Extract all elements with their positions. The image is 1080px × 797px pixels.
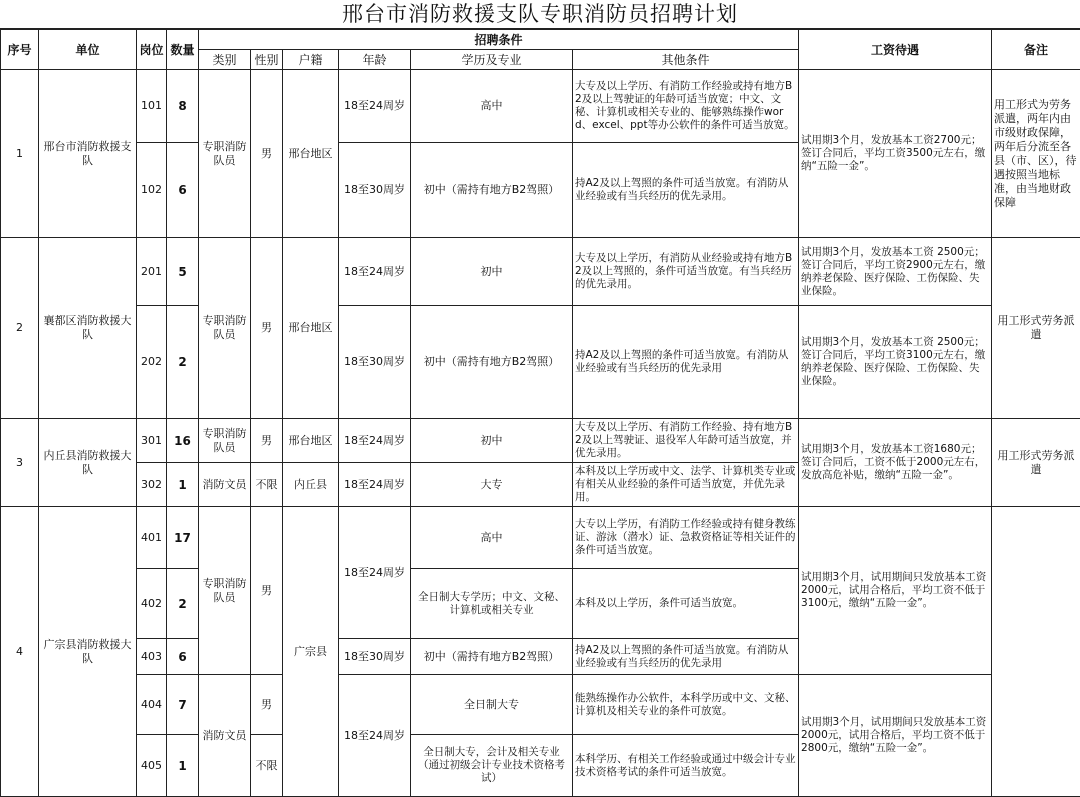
cell-count: 8 [167,70,199,143]
cell-remark: 用工形式劳务派遣 [992,238,1080,419]
cell-education: 高中 [411,507,573,569]
cell-education: 高中 [411,70,573,143]
cell-age: 18至24周岁 [339,419,411,463]
table-row [1,507,1080,569]
cell-salary: 试用期3个月，发放基本工资1680元；签订合同后，工资不低于2000元左右，发放高危补贴，缴纳“五险一金”。 [799,419,992,507]
header-other: 其他条件 [573,50,799,70]
cell-education: 初中（需持有地方B2驾照） [411,143,573,238]
cell-unit: 内丘县消防救援大队 [39,419,137,507]
cell-unit: 襄都区消防救援大队 [39,238,137,419]
cell-unit: 广宗县消防救援大队 [39,507,137,797]
header-unit: 单位 [39,30,137,70]
header-remark: 备注 [992,30,1080,70]
cell-gender: 不限 [251,735,283,797]
cell-salary: 试用期3个月，发放基本工资 2500元；签订合同后，平均工资3100元左右，缴纳养老保险、医疗保险、工伤保险、失业保险。 [799,306,992,419]
cell-seq: 1 [1,70,39,238]
cell-age: 18至30周岁 [339,306,411,419]
cell-count: 1 [167,463,199,507]
cell-category: 专职消防队员 [199,70,251,238]
header-education: 学历及专业 [411,50,573,70]
cell-other: 持A2及以上驾照的条件可适当放宽。有消防从业经验或有当兵经历的优先录用 [573,639,799,675]
cell-category: 消防文员 [199,675,251,797]
cell-count: 6 [167,143,199,238]
table-row [1,70,1080,143]
cell-education: 全日制大专学历；中文、文秘、计算机或相关专业 [411,569,573,639]
cell-education: 全日制大专，会计及相关专业（通过初级会计专业技术资格考试） [411,735,573,797]
cell-education: 初中（需持有地方B2驾照） [411,306,573,419]
cell-category: 专职消防队员 [199,507,251,675]
cell-age: 18至24周岁 [339,70,411,143]
cell-count: 7 [167,675,199,735]
header-row-1 [1,30,1080,50]
header-hukou: 户籍 [283,50,339,70]
cell-count: 2 [167,306,199,419]
cell-other: 大专及以上学历，有消防从业经验或持有地方B2及以上驾照的，条件可适当放宽。有当兵经历的优先录用。 [573,238,799,306]
cell-count: 5 [167,238,199,306]
page-title: 邢台市消防救援支队专职消防员招聘计划 [0,0,1080,29]
cell-age: 18至24周岁 [339,238,411,306]
cell-other: 能熟练操作办公软件，本科学历或中文、文秘、计算机及相关专业的条件可放宽。 [573,675,799,735]
cell-post: 101 [137,70,167,143]
cell-other: 本科及以上学历或中文、法学、计算机类专业或有相关从业经验的条件可适当放宽，并优先录用。 [573,463,799,507]
cell-gender: 男 [251,238,283,419]
cell-post: 402 [137,569,167,639]
cell-salary: 试用期3个月，试用期间只发放基本工资2000元，试用合格后，平均工资不低于2800元，缴纳“五险一金”。 [799,675,992,797]
cell-education: 初中 [411,419,573,463]
cell-other: 本科学历、有相关工作经验或通过中级会计专业技术资格考试的条件可适当放宽。 [573,735,799,797]
header-seq: 序号 [1,30,39,70]
header-salary: 工资待遇 [799,30,992,70]
header-gender: 性别 [251,50,283,70]
header-post: 岗位 [137,30,167,70]
header-age: 年龄 [339,50,411,70]
cell-post: 405 [137,735,167,797]
cell-gender: 不限 [251,463,283,507]
cell-salary: 试用期3个月，试用期间只发放基本工资2000元，试用合格后，平均工资不低于3100元，缴纳“五险一金”。 [799,507,992,675]
cell-salary: 试用期3个月，发放基本工资 2500元；签订合同后，平均工资2900元左右，缴纳养老保险、医疗保险、工伤保险、失业保险。 [799,238,992,306]
cell-education: 全日制大专 [411,675,573,735]
cell-age: 18至30周岁 [339,639,411,675]
cell-gender: 男 [251,507,283,675]
cell-post: 102 [137,143,167,238]
cell-salary: 试用期3个月，发放基本工资2700元；签订合同后，平均工资3500元左右，缴纳“五险一金”。 [799,70,992,238]
cell-age: 18至24周岁 [339,463,411,507]
cell-remark: 用工形式劳务派遣 [992,419,1080,507]
cell-hukou: 邢台地区 [283,70,339,238]
cell-count: 17 [167,507,199,569]
cell-education: 初中（需持有地方B2驾照） [411,639,573,675]
cell-post: 301 [137,419,167,463]
cell-unit: 邢台市消防救援支队 [39,70,137,238]
cell-other: 持A2及以上驾照的条件可适当放宽。有消防从业经验或有当兵经历的优先录用。 [573,143,799,238]
cell-post: 201 [137,238,167,306]
cell-hukou: 邢台地区 [283,419,339,463]
table-row [1,675,1080,735]
cell-count: 1 [167,735,199,797]
cell-hukou: 邢台地区 [283,238,339,419]
cell-education: 大专 [411,463,573,507]
cell-post: 403 [137,639,167,675]
cell-gender: 男 [251,675,283,735]
cell-other: 大专及以上学历、有消防工作经验或持有地方B2及以上驾驶证的年龄可适当放宽；中文、文秘、计算机或相关专业的、能够熟练操作word、excel、ppt等办公软件的条件可适当放宽。 [573,70,799,143]
cell-gender: 男 [251,70,283,238]
header-count: 数量 [167,30,199,70]
cell-education: 初中 [411,238,573,306]
cell-seq: 3 [1,419,39,507]
cell-other: 本科及以上学历，条件可适当放宽。 [573,569,799,639]
cell-post: 202 [137,306,167,419]
cell-count: 16 [167,419,199,463]
cell-other: 大专及以上学历、有消防工作经验、持有地方B2及以上驾驶证、退役军人年龄可适当放宽，并优先录用。 [573,419,799,463]
cell-age: 18至24周岁 [339,507,411,639]
cell-seq: 4 [1,507,39,797]
cell-category: 专职消防队员 [199,238,251,419]
cell-other: 大专以上学历，有消防工作经验或持有健身教练证、游泳（潜水）证、急救资格证等相关证件的条件可适当放宽。 [573,507,799,569]
header-conditions: 招聘条件 [199,30,799,50]
table-row [1,419,1080,463]
cell-hukou: 内丘县 [283,463,339,507]
header-category: 类别 [199,50,251,70]
cell-category: 专职消防队员 [199,419,251,463]
table-row [1,306,1080,419]
cell-remark: 用工形式为劳务派遣，两年内由市级财政保障，两年后分流至各县（市、区），待遇按照当地标准，由当地财政保障 [992,70,1080,238]
cell-category: 消防文员 [199,463,251,507]
cell-post: 404 [137,675,167,735]
cell-count: 2 [167,569,199,639]
table-row [1,238,1080,306]
cell-other: 持A2及以上驾照的条件可适当放宽。有消防从业经验或有当兵经历的优先录用 [573,306,799,419]
cell-post: 302 [137,463,167,507]
recruitment-table [0,29,1080,797]
cell-post: 401 [137,507,167,569]
cell-gender: 男 [251,419,283,463]
cell-age: 18至30周岁 [339,143,411,238]
cell-age: 18至24周岁 [339,675,411,797]
cell-hukou: 广宗县 [283,507,339,797]
cell-remark [992,507,1080,797]
cell-seq: 2 [1,238,39,419]
cell-count: 6 [167,639,199,675]
